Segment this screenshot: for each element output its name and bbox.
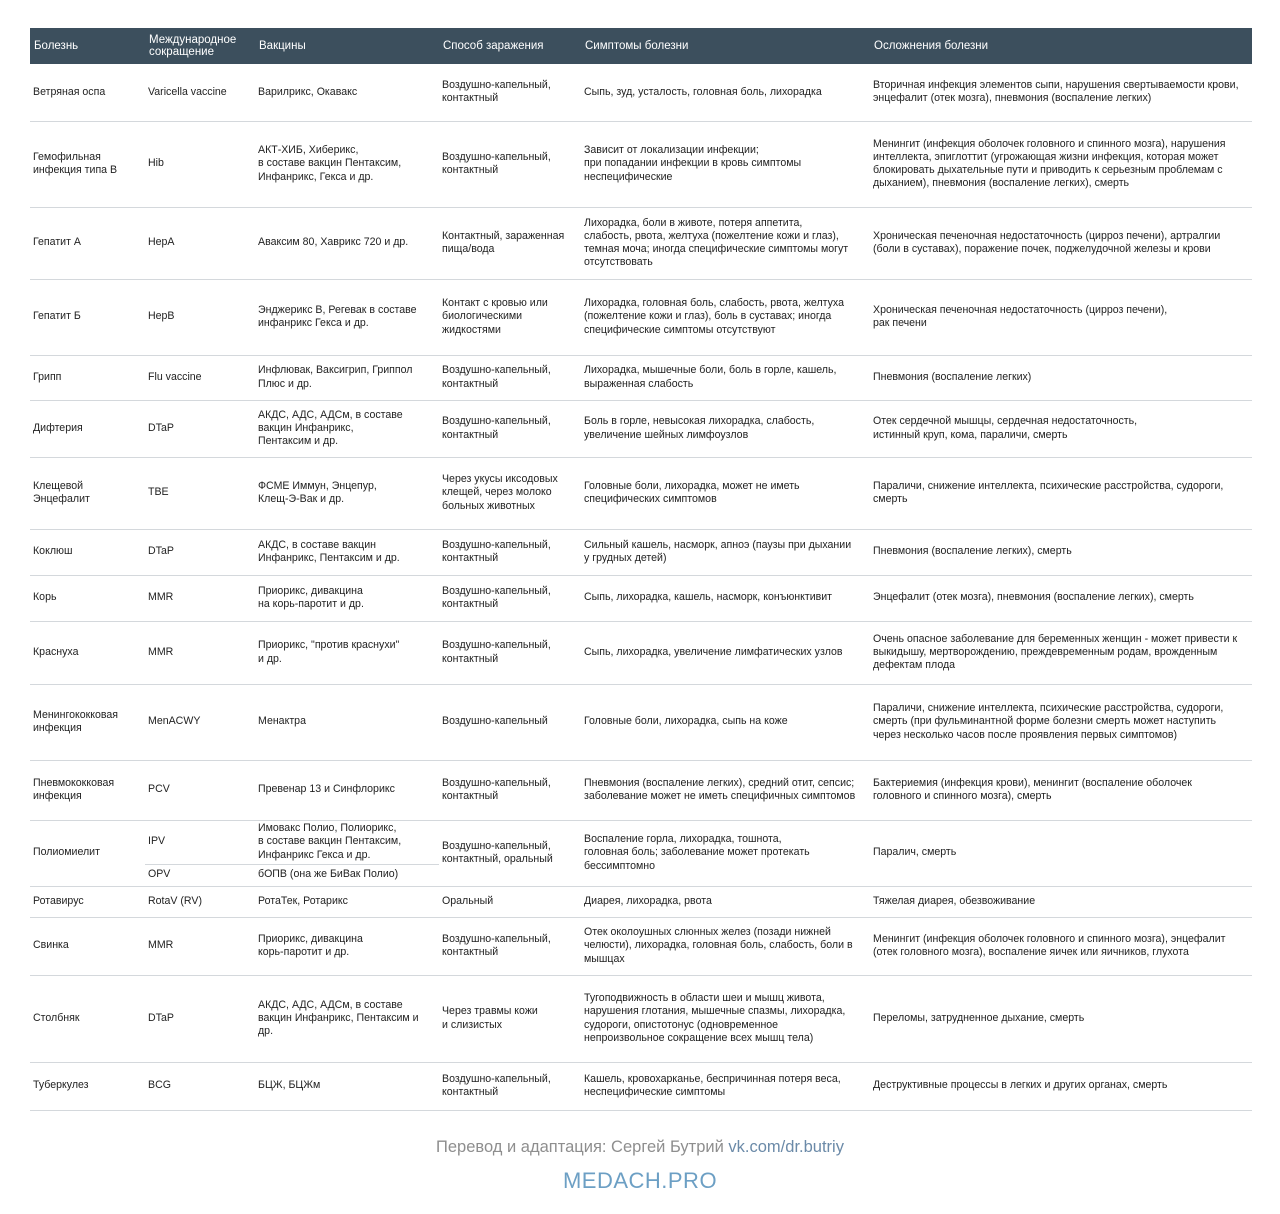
cell-disease: Клещевой Энцефалит	[30, 457, 145, 529]
cell-complications: Энцефалит (отек мозга), пневмония (воспаление легких), смерть	[870, 575, 1252, 621]
cell-transmission: Воздушно-капельный, контактный	[439, 760, 581, 820]
cell-abbreviation: HepB	[145, 279, 255, 355]
header-complications: Осложнения болезни	[870, 28, 1252, 64]
cell-disease: Пневмококковая инфекция	[30, 760, 145, 820]
cell-disease: Гепатит Б	[30, 279, 145, 355]
cell-transmission: Воздушно-капельный, контактный	[439, 575, 581, 621]
cell-complications: Переломы, затрудненное дыхание, смерть	[870, 975, 1252, 1062]
cell-symptoms: Головные боли, лихорадка, сыпь на коже	[581, 684, 870, 760]
header-disease: Болезнь	[30, 28, 145, 64]
cell-transmission: Воздушно-капельный, контактный	[439, 121, 581, 207]
cell-complications: Параличи, снижение интеллекта, психические расстройства, судороги, смерть (при фульминантной форме болезни смерть может наступить через несколько часов после проявления первых симптомов)	[870, 684, 1252, 760]
cell-complications: Отек сердечной мышцы, сердечная недостаточность, истинный круп, кома, параличи, смерть	[870, 400, 1252, 457]
table-row	[30, 975, 1252, 1062]
cell-vaccines: Приорикс, "против краснухи" и др.	[255, 621, 439, 684]
cell-symptoms: Зависит от локализации инфекции; при попадании инфекции в кровь симптомы неспецифические	[581, 121, 870, 207]
cell-abbreviation: HepA	[145, 207, 255, 279]
cell-transmission: Воздушно-капельный	[439, 684, 581, 760]
cell-abbreviation: MMR	[145, 917, 255, 975]
cell-complications: Тяжелая диарея, обезвоживание	[870, 886, 1252, 917]
table-row	[30, 575, 1252, 621]
cell-disease: Свинка	[30, 917, 145, 975]
cell-vaccines: Приорикс, дивакцина на корь-паротит и др.	[255, 575, 439, 621]
table-row	[30, 400, 1252, 457]
table-row	[30, 121, 1252, 207]
cell-vaccines: РотаТек, Ротарикс	[255, 886, 439, 917]
cell-complications: Деструктивные процессы в легких и других органах, смерть	[870, 1062, 1252, 1110]
cell-vaccines: БЦЖ, БЦЖм	[255, 1062, 439, 1110]
cell-complications: Менингит (инфекция оболочек головного и спинного мозга), нарушения интеллекта, эпиглоттит (угрожающая жизни инфекция, которая может блокировать дыхательные пути и приводить к серьезным проблемам с дыханием), пневмония (воспаление легких), смерть	[870, 121, 1252, 207]
cell-transmission: Через травмы кожи и слизистых	[439, 975, 581, 1062]
cell-transmission: Оральный	[439, 886, 581, 917]
vaccine-table	[30, 28, 1252, 1111]
cell-vaccines: АКТ-ХИБ, Хиберикс, в составе вакцин Пентаксим, Инфанрикс, Гекса и др.	[255, 121, 439, 207]
cell-transmission: Воздушно-капельный, контактный	[439, 355, 581, 400]
table-row-polio	[30, 820, 1252, 864]
cell-complications: Очень опасное заболевание для беременных женщин - может привести к выкидышу, мертворождению, преждевременным родам, врожденным дефектам плода	[870, 621, 1252, 684]
cell-symptoms: Сыпь, зуд, усталость, головная боль, лихорадка	[581, 64, 870, 121]
cell-complications: Пневмония (воспаление легких), смерть	[870, 529, 1252, 575]
cell-vaccines: Превенар 13 и Синфлорикс	[255, 760, 439, 820]
cell-transmission: Контакт с кровью или биологическими жидкостями	[439, 279, 581, 355]
header-vaccines: Вакцины	[255, 28, 439, 64]
cell-abbreviation: RotaV (RV)	[145, 886, 255, 917]
cell-vaccines: Инфлювак, Ваксигрип, Гриппол Плюс и др.	[255, 355, 439, 400]
cell-disease: Туберкулез	[30, 1062, 145, 1110]
cell-vaccines: АКДС, в составе вакцин Инфанрикс, Пентаксим и др.	[255, 529, 439, 575]
cell-abbreviation: DTaP	[145, 400, 255, 457]
cell-symptoms: Пневмония (воспаление легких), средний отит, сепсис; заболевание может не иметь специфичных симптомов	[581, 760, 870, 820]
cell-symptoms: Тугоподвижность в области шеи и мышц живота, нарушения глотания, мышечные спазмы, лихорадка, судороги, опистотонус (одновременное непроизвольное сокращение всех мышц тела)	[581, 975, 870, 1062]
cell-abbreviation: Varicella vaccine	[145, 64, 255, 121]
table-row	[30, 886, 1252, 917]
cell-transmission: Воздушно-капельный, контактный	[439, 917, 581, 975]
cell-symptoms: Кашель, кровохарканье, беспричинная потеря веса, неспецифические симптомы	[581, 1062, 870, 1110]
table-row	[30, 760, 1252, 820]
cell-vaccines: Менактра	[255, 684, 439, 760]
cell-vaccines: Приорикс, дивакцина корь-паротит и др.	[255, 917, 439, 975]
cell-complications: Пневмония (воспаление легких)	[870, 355, 1252, 400]
cell-abbreviation: MMR	[145, 575, 255, 621]
cell-complications: Хроническая печеночная недостаточность (цирроз печени), артралгии (боли в суставах), поражение почек, поджелудочной железы и крови	[870, 207, 1252, 279]
cell-symptoms: Лихорадка, мышечные боли, боль в горле, кашель, выраженная слабость	[581, 355, 870, 400]
cell-complications: Параличи, снижение интеллекта, психические расстройства, судороги, смерть	[870, 457, 1252, 529]
cell-complications: Менингит (инфекция оболочек головного и спинного мозга), энцефалит (отек головного мозга), воспаление яичек или яичников, глухота	[870, 917, 1252, 975]
table-header-row	[30, 28, 1252, 64]
table-row	[30, 621, 1252, 684]
table-row	[30, 684, 1252, 760]
cell-disease: Гепатит А	[30, 207, 145, 279]
cell-vaccines: бОПВ (она же БиВак Полио)	[255, 864, 439, 886]
cell-abbreviation: BCG	[145, 1062, 255, 1110]
credit-link[interactable]: vk.com/dr.butriy	[728, 1138, 844, 1156]
cell-vaccines: Имовакс Полио, Полиорикс, в составе вакцин Пентаксим, Инфанрикс Гекса и др.	[255, 820, 439, 864]
table-row	[30, 917, 1252, 975]
cell-transmission: Воздушно-капельный, контактный	[439, 400, 581, 457]
table-row	[30, 1062, 1252, 1110]
cell-vaccines: АКДС, АДС, АДСм, в составе вакцин Инфанрикс, Пентаксим и др.	[255, 400, 439, 457]
translation-credit	[0, 1138, 1280, 1157]
cell-disease: Полиомиелит	[30, 820, 145, 886]
cell-symptoms: Диарея, лихорадка, рвота	[581, 886, 870, 917]
cell-abbreviation: OPV	[145, 864, 255, 886]
header-abbreviation: Международное сокращение	[145, 28, 255, 64]
cell-transmission: Воздушно-капельный, контактный	[439, 64, 581, 121]
cell-disease: Краснуха	[30, 621, 145, 684]
cell-complications: Вторичная инфекция элементов сыпи, нарушения свертываемости крови, энцефалит (отек мозга), пневмония (воспаление легких)	[870, 64, 1252, 121]
table-row	[30, 355, 1252, 400]
cell-disease: Гемофильная инфекция типа В	[30, 121, 145, 207]
cell-symptoms: Сыпь, лихорадка, кашель, насморк, конъюнктивит	[581, 575, 870, 621]
cell-disease: Менингококковая инфекция	[30, 684, 145, 760]
cell-vaccines: Аваксим 80, Хаврикс 720 и др.	[255, 207, 439, 279]
cell-symptoms: Отек околоушных слюнных желез (позади нижней челюсти), лихорадка, головная боль, слабость, боли в мышцах	[581, 917, 870, 975]
cell-symptoms: Боль в горле, невысокая лихорадка, слабость, увеличение шейных лимфоузлов	[581, 400, 870, 457]
cell-transmission: Воздушно-капельный, контактный, оральный	[439, 820, 581, 886]
table-row	[30, 457, 1252, 529]
cell-complications: Хроническая печеночная недостаточность (цирроз печени), рак печени	[870, 279, 1252, 355]
cell-abbreviation: IPV	[145, 820, 255, 864]
cell-abbreviation: MMR	[145, 621, 255, 684]
cell-symptoms: Сильный кашель, насморк, апноэ (паузы при дыхании у грудных детей)	[581, 529, 870, 575]
header-symptoms: Симптомы болезни	[581, 28, 870, 64]
cell-disease: Столбняк	[30, 975, 145, 1062]
cell-complications: Бактериемия (инфекция крови), менингит (воспаление оболочек головного и спинного мозга), смерть	[870, 760, 1252, 820]
table-row	[30, 529, 1252, 575]
cell-transmission: Через укусы иксодовых клещей, через молоко больных животных	[439, 457, 581, 529]
brand-logo[interactable]: MEDACH.PRO	[562, 1168, 718, 1193]
cell-transmission: Воздушно-капельный, контактный	[439, 621, 581, 684]
cell-complications: Паралич, смерть	[870, 820, 1252, 886]
cell-disease: Грипп	[30, 355, 145, 400]
cell-disease: Корь	[30, 575, 145, 621]
cell-abbreviation: Flu vaccine	[145, 355, 255, 400]
table-row	[30, 207, 1252, 279]
cell-vaccines: ФСМЕ Иммун, Энцепур, Клещ-Э-Вак и др.	[255, 457, 439, 529]
cell-vaccines: Энджерикс В, Регевак в составе инфанрикс Гекса и др.	[255, 279, 439, 355]
cell-symptoms: Сыпь, лихорадка, увеличение лимфатических узлов	[581, 621, 870, 684]
cell-symptoms: Воспаление горла, лихорадка, тошнота, головная боль; заболевание может протекать бессимптомно	[581, 820, 870, 886]
cell-symptoms: Лихорадка, боли в животе, потеря аппетита, слабость, рвота, желтуха (пожелтение кожи и глаз), темная моча; иногда специфические симптомы могут отсутствовать	[581, 207, 870, 279]
cell-abbreviation: DTaP	[145, 975, 255, 1062]
cell-symptoms: Лихорадка, головная боль, слабость, рвота, желтуха (пожелтение кожи и глаз), боль в суставах; иногда специфические симптомы отсутствуют	[581, 279, 870, 355]
cell-symptoms: Головные боли, лихорадка, может не иметь специфических симптомов	[581, 457, 870, 529]
cell-transmission: Воздушно-капельный, контактный	[439, 1062, 581, 1110]
cell-transmission: Воздушно-капельный, контактный	[439, 529, 581, 575]
cell-disease: Ветряная оспа	[30, 64, 145, 121]
header-transmission: Способ заражения	[439, 28, 581, 64]
credit-text: Перевод и адаптация: Сергей Бутрий	[436, 1138, 729, 1156]
cell-vaccines: Варилрикс, Окавакс	[255, 64, 439, 121]
cell-vaccines: АКДС, АДС, АДСм, в составе вакцин Инфанрикс, Пентаксим и др.	[255, 975, 439, 1062]
cell-disease: Дифтерия	[30, 400, 145, 457]
cell-transmission: Контактный, зараженная пища/вода	[439, 207, 581, 279]
cell-abbreviation: TBE	[145, 457, 255, 529]
cell-abbreviation: PCV	[145, 760, 255, 820]
cell-abbreviation: Hib	[145, 121, 255, 207]
cell-abbreviation: DTaP	[145, 529, 255, 575]
cell-disease: Коклюш	[30, 529, 145, 575]
table-row	[30, 64, 1252, 121]
table-row	[30, 279, 1252, 355]
cell-disease: Ротавирус	[30, 886, 145, 917]
cell-abbreviation: MenACWY	[145, 684, 255, 760]
